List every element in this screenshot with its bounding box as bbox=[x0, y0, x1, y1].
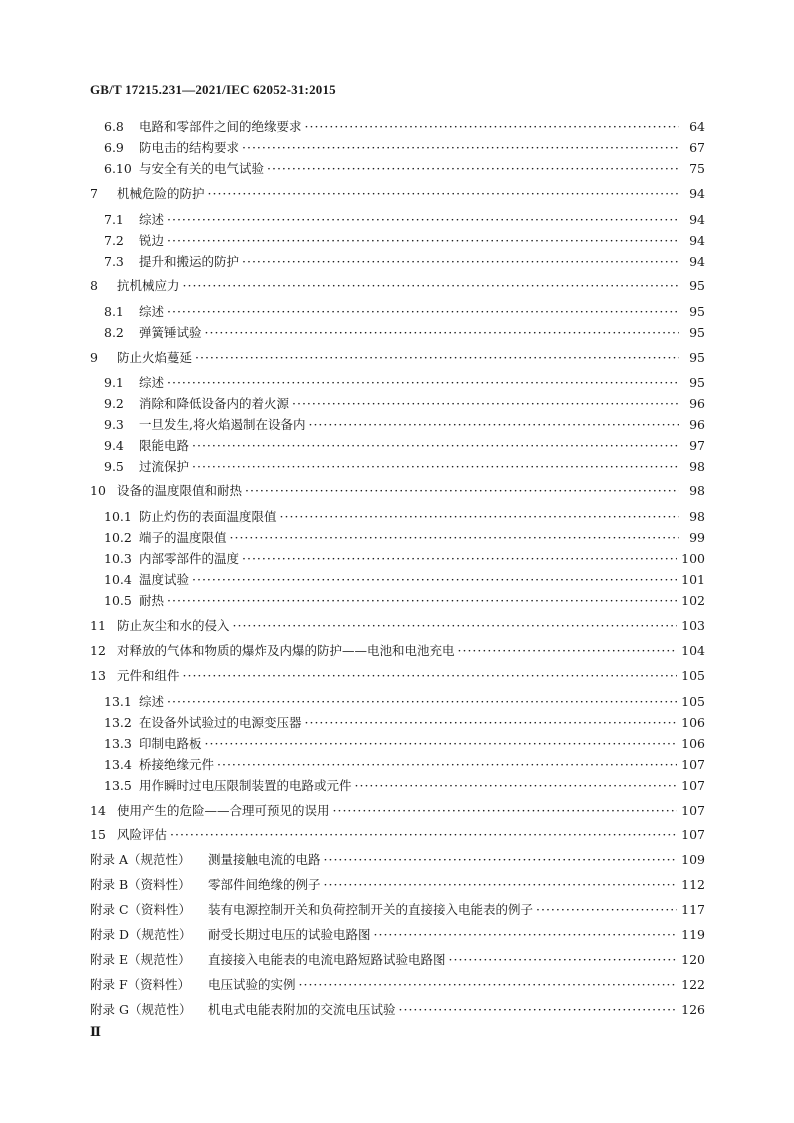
toc-entry-page: 98 bbox=[689, 459, 705, 474]
toc-entry-number: 13.1 bbox=[104, 694, 132, 709]
toc-entry-page: 95 bbox=[689, 350, 705, 365]
toc-entry-page: 101 bbox=[681, 572, 705, 587]
toc-leader-dots bbox=[242, 550, 677, 568]
toc-entry-page: 94 bbox=[689, 233, 705, 248]
toc-leader-dots bbox=[308, 416, 679, 434]
toc-entry-number: 13.3 bbox=[104, 736, 132, 751]
toc-entry-page: 98 bbox=[689, 509, 705, 524]
toc-entry[interactable] bbox=[90, 1001, 705, 1019]
toc-entry[interactable] bbox=[90, 826, 705, 844]
toc-entry-number: 6.8 bbox=[104, 119, 124, 134]
toc-leader-dots bbox=[192, 437, 679, 455]
toc-entry-number: 7.2 bbox=[104, 233, 124, 248]
toc-entry-number: 9.2 bbox=[104, 396, 124, 411]
toc-entry-number: 9.3 bbox=[104, 417, 124, 432]
toc-entry-number: 10.4 bbox=[104, 572, 132, 587]
toc-entry-page: 105 bbox=[681, 694, 705, 709]
toc-leader-dots bbox=[305, 118, 679, 136]
toc-entry-page: 64 bbox=[689, 119, 705, 134]
toc-entry[interactable] bbox=[90, 802, 705, 820]
toc-entry-page: 102 bbox=[681, 593, 705, 608]
toc-entry-title: 温度试验 bbox=[139, 572, 190, 587]
toc-entry-title: 消除和降低设备内的着火源 bbox=[139, 396, 290, 411]
toc-entry[interactable] bbox=[90, 437, 705, 455]
toc-entry[interactable] bbox=[90, 139, 705, 157]
toc-entry-number: 7.1 bbox=[104, 212, 124, 227]
toc-entry-title: 在设备外试验过的电源变压器 bbox=[139, 715, 302, 730]
toc-entry-page: 119 bbox=[681, 927, 705, 942]
toc-entry-title: 桥接绝缘元件 bbox=[139, 757, 215, 772]
toc-entry[interactable] bbox=[90, 693, 705, 711]
toc-entry-title: 综述 bbox=[139, 304, 165, 319]
toc-entry-page: 106 bbox=[681, 736, 705, 751]
toc-entry[interactable] bbox=[90, 976, 705, 994]
toc-entry[interactable] bbox=[90, 395, 705, 413]
toc-entry[interactable] bbox=[90, 901, 705, 919]
toc-entry-title: 提升和搬运的防护 bbox=[139, 254, 240, 269]
toc-leader-dots bbox=[267, 160, 679, 178]
toc-entry-number: 15 bbox=[90, 827, 106, 842]
toc-entry-title: 防止灼伤的表面温度限值 bbox=[139, 509, 277, 524]
toc-entry-page: 94 bbox=[689, 254, 705, 269]
toc-entry-title: 抗机械应力 bbox=[117, 278, 180, 293]
toc-leader-dots bbox=[167, 374, 679, 392]
toc-entry-page: 107 bbox=[681, 778, 705, 793]
toc-entry[interactable] bbox=[90, 529, 705, 547]
toc-leader-dots bbox=[170, 826, 677, 844]
toc-entry[interactable] bbox=[90, 303, 705, 321]
toc-leader-dots bbox=[536, 901, 677, 919]
toc-entry[interactable] bbox=[90, 714, 705, 732]
toc-entry-number: 10.5 bbox=[104, 593, 132, 608]
toc-leader-dots bbox=[280, 508, 679, 526]
toc-entry-number: 附录 A（规范性） bbox=[90, 852, 191, 867]
toc-entry-page: 126 bbox=[681, 1002, 705, 1017]
toc-entry[interactable] bbox=[90, 185, 705, 203]
toc-entry-title: 电路和零部件之间的绝缘要求 bbox=[139, 119, 302, 134]
toc-entry[interactable] bbox=[90, 374, 705, 392]
toc-entry-title: 元件和组件 bbox=[117, 668, 180, 683]
toc-entry-number: 8.1 bbox=[104, 304, 124, 319]
toc-entry-page: 104 bbox=[681, 643, 705, 658]
toc-entry-title: 耐受长期过电压的试验电路图 bbox=[208, 927, 371, 942]
toc-entry-title: 综述 bbox=[139, 694, 165, 709]
toc-entry[interactable] bbox=[90, 667, 705, 685]
toc-entry[interactable] bbox=[90, 349, 705, 367]
toc-entry-number: 附录 D（规范性） bbox=[90, 927, 192, 942]
toc-entry[interactable] bbox=[90, 951, 705, 969]
toc-entry-number: 附录 C（资料性） bbox=[90, 902, 192, 917]
toc-entry-page: 105 bbox=[681, 668, 705, 683]
toc-entry[interactable] bbox=[90, 851, 705, 869]
document-header: GB/T 17215.231—2021/IEC 62052-31:2015 bbox=[90, 82, 336, 97]
toc-entry[interactable] bbox=[90, 118, 705, 136]
toc-entry-page: 112 bbox=[681, 877, 705, 892]
toc-entry-title: 用作瞬时过电压限制装置的电路或元件 bbox=[139, 778, 352, 793]
toc-leader-dots bbox=[167, 211, 679, 229]
toc-leader-dots bbox=[183, 277, 679, 295]
toc-entry-number: 8.2 bbox=[104, 325, 124, 340]
toc-entry[interactable] bbox=[90, 482, 705, 500]
toc-entry-number: 9.1 bbox=[104, 375, 124, 390]
toc-entry-title: 测量接触电流的电路 bbox=[208, 852, 321, 867]
toc-entry-number: 附录 B（资料性） bbox=[90, 877, 191, 892]
toc-leader-dots bbox=[233, 617, 678, 635]
toc-entry-page: 106 bbox=[681, 715, 705, 730]
toc-leader-dots bbox=[192, 458, 679, 476]
toc-entry-title: 对释放的气体和物质的爆炸及内爆的防护——电池和电池充电 bbox=[117, 643, 455, 658]
toc-leader-dots bbox=[458, 642, 678, 660]
page-number: Ⅱ bbox=[90, 1024, 101, 1039]
toc-entry-title: 锐边 bbox=[139, 233, 165, 248]
toc-entry-number: 13.5 bbox=[104, 778, 132, 793]
toc-leader-dots bbox=[245, 482, 679, 500]
toc-entry[interactable] bbox=[90, 617, 705, 635]
toc-entry[interactable] bbox=[90, 756, 705, 774]
toc-leader-dots bbox=[205, 735, 678, 753]
toc-entry-number: 7 bbox=[90, 186, 98, 201]
toc-leader-dots bbox=[167, 303, 679, 321]
toc-leader-dots bbox=[167, 232, 679, 250]
toc-entry-page: 95 bbox=[689, 325, 705, 340]
toc-leader-dots bbox=[333, 802, 678, 820]
toc-leader-dots bbox=[205, 324, 679, 342]
toc-entry-title: 防止灰尘和水的侵入 bbox=[117, 618, 230, 633]
toc-entry-number: 10 bbox=[90, 483, 106, 498]
toc-leader-dots bbox=[324, 876, 678, 894]
toc-entry-title: 限能电路 bbox=[139, 438, 190, 453]
toc-entry-number: 9.4 bbox=[104, 438, 124, 453]
toc-entry-title: 电压试验的实例 bbox=[208, 977, 296, 992]
toc-entry-page: 94 bbox=[689, 212, 705, 227]
toc-entry-title: 设备的温度限值和耐热 bbox=[117, 483, 243, 498]
toc-entry-title: 零部件间绝缘的例子 bbox=[208, 877, 321, 892]
toc-entry-number: 附录 G（规范性） bbox=[90, 1002, 192, 1017]
toc-entry[interactable] bbox=[90, 508, 705, 526]
toc-entry[interactable] bbox=[90, 253, 705, 271]
toc-entry-number: 附录 F（资料性） bbox=[90, 977, 191, 992]
toc-entry-title: 使用产生的危险——合理可预见的误用 bbox=[117, 803, 330, 818]
toc-entry[interactable] bbox=[90, 592, 705, 610]
toc-entry-title: 耐热 bbox=[139, 593, 165, 608]
toc-entry-title: 弹簧锤试验 bbox=[139, 325, 202, 340]
toc-entry-number: 13 bbox=[90, 668, 106, 683]
toc-entry-number: 9 bbox=[90, 350, 98, 365]
toc-entry-title: 过流保护 bbox=[139, 459, 190, 474]
toc-leader-dots bbox=[305, 714, 678, 732]
toc-entry[interactable] bbox=[90, 926, 705, 944]
toc-entry-page: 117 bbox=[681, 902, 705, 917]
toc-entry-number: 12 bbox=[90, 643, 106, 658]
toc-leader-dots bbox=[374, 926, 678, 944]
toc-entry-page: 75 bbox=[689, 161, 705, 176]
toc-leader-dots bbox=[230, 529, 679, 547]
toc-entry-page: 100 bbox=[681, 551, 705, 566]
toc-entry[interactable] bbox=[90, 324, 705, 342]
toc-leader-dots bbox=[399, 1001, 678, 1019]
toc-entry-page: 122 bbox=[681, 977, 705, 992]
toc-entry-page: 98 bbox=[689, 483, 705, 498]
toc-entry[interactable] bbox=[90, 777, 705, 795]
toc-entry-title: 印制电路板 bbox=[139, 736, 202, 751]
toc-entry-title: 装有电源控制开关和负荷控制开关的直接接入电能表的例子 bbox=[208, 902, 534, 917]
toc-entry-title: 内部零部件的温度 bbox=[139, 551, 240, 566]
toc-entry-title: 一旦发生,将火焰遏制在设备内 bbox=[139, 417, 306, 432]
toc-leader-dots bbox=[167, 592, 677, 610]
toc-entry-title: 机电式电能表附加的交流电压试验 bbox=[208, 1002, 396, 1017]
toc-entry-title: 防电击的结构要求 bbox=[139, 140, 240, 155]
toc-entry-title: 与安全有关的电气试验 bbox=[139, 161, 265, 176]
toc-entry-page: 95 bbox=[689, 304, 705, 319]
toc-leader-dots bbox=[299, 976, 678, 994]
toc-entry[interactable] bbox=[90, 642, 705, 660]
toc-entry-page: 109 bbox=[681, 852, 705, 867]
toc-leader-dots bbox=[195, 349, 679, 367]
toc-entry-page: 97 bbox=[689, 438, 705, 453]
toc-entry-title: 端子的温度限值 bbox=[139, 530, 227, 545]
toc-leader-dots bbox=[324, 851, 678, 869]
toc-entry-number: 6.9 bbox=[104, 140, 124, 155]
toc-entry-number: 10.3 bbox=[104, 551, 132, 566]
toc-leader-dots bbox=[208, 185, 679, 203]
toc-entry-number: 13.4 bbox=[104, 757, 132, 772]
toc-entry-number: 8 bbox=[90, 278, 98, 293]
toc-entry-page: 107 bbox=[681, 803, 705, 818]
toc-entry-page: 107 bbox=[681, 827, 705, 842]
toc-leader-dots bbox=[242, 253, 679, 271]
toc-entry[interactable] bbox=[90, 160, 705, 178]
toc-leader-dots bbox=[192, 571, 677, 589]
toc-entry[interactable] bbox=[90, 550, 705, 568]
toc-entry-page: 96 bbox=[689, 396, 705, 411]
toc-entry[interactable] bbox=[90, 735, 705, 753]
toc-entry[interactable] bbox=[90, 211, 705, 229]
toc-entry-number: 10.2 bbox=[104, 530, 132, 545]
toc-entry-number: 附录 E（规范性） bbox=[90, 952, 191, 967]
toc-entry[interactable] bbox=[90, 277, 705, 295]
toc-entry-page: 95 bbox=[689, 375, 705, 390]
toc-entry-page: 94 bbox=[689, 186, 705, 201]
toc-entry-page: 107 bbox=[681, 757, 705, 772]
toc-entry-title: 综述 bbox=[139, 375, 165, 390]
toc-entry-title: 综述 bbox=[139, 212, 165, 227]
toc-entry-page: 103 bbox=[681, 618, 705, 633]
toc-entry-number: 7.3 bbox=[104, 254, 124, 269]
toc-leader-dots bbox=[183, 667, 678, 685]
toc-entry-page: 96 bbox=[689, 417, 705, 432]
toc-leader-dots bbox=[449, 951, 678, 969]
toc-entry-number: 13.2 bbox=[104, 715, 132, 730]
toc-leader-dots bbox=[355, 777, 678, 795]
toc-leader-dots bbox=[167, 693, 677, 711]
toc-entry-number: 14 bbox=[90, 803, 106, 818]
toc-entry-number: 10.1 bbox=[104, 509, 132, 524]
toc-entry-title: 防止火焰蔓延 bbox=[117, 350, 193, 365]
toc-entry-page: 120 bbox=[681, 952, 705, 967]
toc-leader-dots bbox=[217, 756, 677, 774]
toc-entry-title: 直接接入电能表的电流电路短路试验电路图 bbox=[208, 952, 446, 967]
toc-entry[interactable] bbox=[90, 458, 705, 476]
toc-entry[interactable] bbox=[90, 416, 705, 434]
toc-entry-title: 风险评估 bbox=[117, 827, 168, 842]
toc-entry-page: 67 bbox=[689, 140, 705, 155]
toc-leader-dots bbox=[292, 395, 679, 413]
toc-entry-number: 11 bbox=[90, 618, 106, 633]
toc-entry-number: 9.5 bbox=[104, 459, 124, 474]
toc-entry-title: 机械危险的防护 bbox=[117, 186, 205, 201]
toc-entry-number: 6.10 bbox=[104, 161, 132, 176]
toc-entry[interactable] bbox=[90, 571, 705, 589]
toc-entry-page: 95 bbox=[689, 278, 705, 293]
toc-entry[interactable] bbox=[90, 232, 705, 250]
toc-entry[interactable] bbox=[90, 876, 705, 894]
toc-leader-dots bbox=[242, 139, 679, 157]
toc-entry-page: 99 bbox=[689, 530, 705, 545]
